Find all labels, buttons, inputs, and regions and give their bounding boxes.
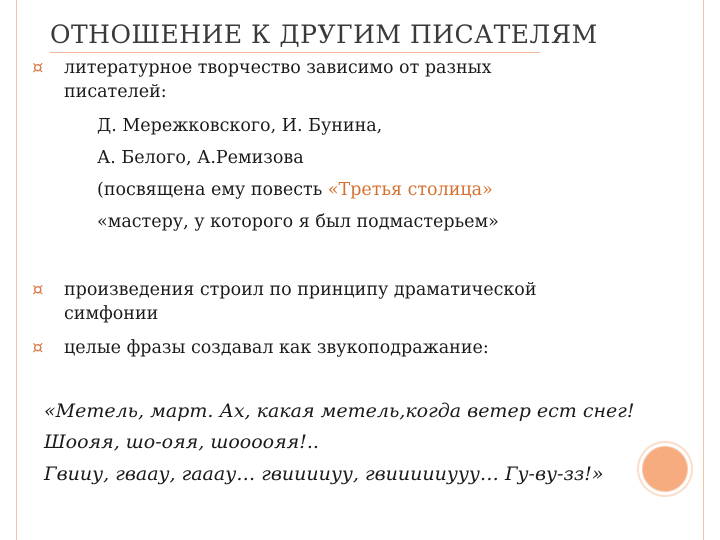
bullet-1-sub-line-2: А. Белого, А.Ремизова	[97, 148, 304, 168]
slide-title: ОТНОШЕНИЕ К ДРУГИМ ПИСАТЕЛЯМ	[50, 20, 598, 49]
bullet-1-sub-line-4: «мастеру, у которого я был подмастерьем»	[97, 212, 499, 232]
bullet-1-line-2: писателей:	[64, 82, 167, 102]
bullet-icon: ¤	[32, 57, 44, 78]
bullet-1-line-1: литературное творчество зависимо от разных	[64, 58, 492, 78]
third-capital-title: «Третья столица»	[327, 180, 493, 200]
right-border-line	[703, 0, 704, 540]
bullet-1-sub-line-1: Д. Мережковского, И. Бунина,	[97, 116, 383, 136]
left-border-line	[16, 0, 17, 540]
bullet-3-line-1: целые фразы создавал как звукоподражание:	[64, 338, 489, 358]
quote-line-3: Гвииу, гвaау, гааау… гвииииуу, гвиииииууу… Гу-ву-зз!»	[44, 463, 604, 485]
title-underline	[50, 52, 540, 53]
bullet-2-line-2: симфонии	[64, 304, 159, 324]
bullet-1-sub-line-3	[97, 178, 493, 202]
quote-line-2: Шоояя, шо-ояя, шоооояя!..	[44, 431, 319, 453]
bullet-icon: ¤	[32, 279, 44, 300]
quote-line-1: «Метель, март. Ах, какая метель,когда ветер ест снег!	[44, 400, 635, 422]
decorative-circle	[642, 446, 688, 492]
dedication-text: (посвящена ему повесть	[97, 180, 328, 200]
bullet-2-line-1: произведения строил по принципу драматической	[64, 280, 537, 300]
bullet-icon: ¤	[32, 337, 44, 358]
